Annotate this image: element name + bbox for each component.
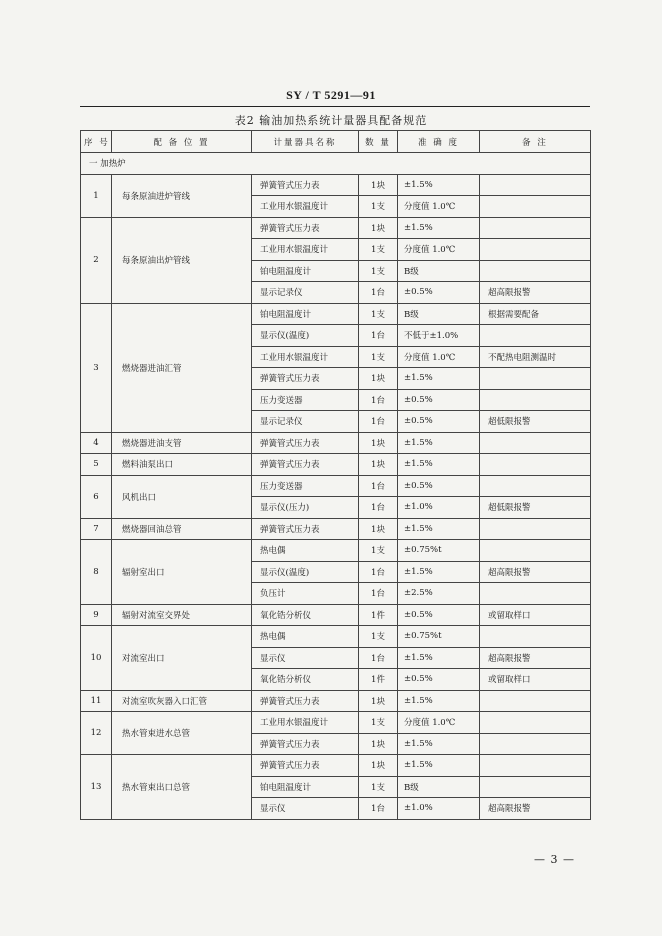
- row-instrument: 弹簧管式压力表: [252, 432, 359, 454]
- row-quantity: 1块: [359, 518, 398, 540]
- row-seq: 5: [81, 454, 112, 476]
- table-row: [81, 518, 591, 540]
- row-quantity: 1支: [359, 239, 398, 261]
- row-instrument: 显示仪: [252, 798, 359, 820]
- row-quantity: 1件: [359, 669, 398, 691]
- row-seq: 13: [81, 755, 112, 820]
- row-accuracy: 分度值 1.0℃: [398, 712, 480, 734]
- row-accuracy: B级: [398, 303, 480, 325]
- row-seq: 2: [81, 217, 112, 303]
- row-remark: 或留取样口: [480, 604, 591, 626]
- row-quantity: 1台: [359, 798, 398, 820]
- row-accuracy: ±0.5%: [398, 669, 480, 691]
- row-accuracy: ±2.5%: [398, 583, 480, 605]
- row-accuracy: ±1.5%: [398, 454, 480, 476]
- col-header-instrument: 计量器具名称: [252, 131, 359, 153]
- row-instrument: 弹簧管式压力表: [252, 690, 359, 712]
- table-row: [81, 454, 591, 476]
- row-instrument: 热电偶: [252, 540, 359, 562]
- row-accuracy: ±0.5%: [398, 282, 480, 304]
- section-row: [81, 153, 591, 175]
- row-remark: [480, 196, 591, 218]
- row-location: 燃烧器进油支管: [112, 432, 252, 454]
- table-header-row: [81, 131, 591, 153]
- row-quantity: 1台: [359, 497, 398, 519]
- row-remark: 超高限报警: [480, 561, 591, 583]
- row-remark: 或留取样口: [480, 669, 591, 691]
- row-quantity: 1块: [359, 432, 398, 454]
- row-quantity: 1件: [359, 604, 398, 626]
- row-remark: 超高限报警: [480, 798, 591, 820]
- row-quantity: 1块: [359, 733, 398, 755]
- row-remark: 超低限报警: [480, 497, 591, 519]
- row-accuracy: ±1.5%: [398, 518, 480, 540]
- row-remark: [480, 389, 591, 411]
- row-seq: 12: [81, 712, 112, 755]
- row-seq: 11: [81, 690, 112, 712]
- row-remark: [480, 368, 591, 390]
- row-location: 每条原油进炉管线: [112, 174, 252, 217]
- row-seq: 9: [81, 604, 112, 626]
- row-remark: [480, 755, 591, 777]
- row-quantity: 1台: [359, 325, 398, 347]
- col-header-accuracy: 准 确 度: [398, 131, 480, 153]
- row-quantity: 1台: [359, 475, 398, 497]
- row-seq: 7: [81, 518, 112, 540]
- row-accuracy: ±1.5%: [398, 647, 480, 669]
- row-accuracy: B级: [398, 260, 480, 282]
- col-header-seq: 序 号: [81, 131, 112, 153]
- row-accuracy: 分度值 1.0℃: [398, 239, 480, 261]
- row-instrument: 弹簧管式压力表: [252, 733, 359, 755]
- table-row: [81, 174, 591, 196]
- row-remark: 根据需要配备: [480, 303, 591, 325]
- row-location: 每条原油出炉管线: [112, 217, 252, 303]
- row-seq: 4: [81, 432, 112, 454]
- page-number: — 3 —: [534, 853, 575, 866]
- table-row: [81, 626, 591, 648]
- row-remark: [480, 475, 591, 497]
- row-accuracy: ±1.5%: [398, 174, 480, 196]
- col-header-location: 配 备 位 置: [112, 131, 252, 153]
- row-quantity: 1支: [359, 303, 398, 325]
- row-accuracy: ±0.5%: [398, 389, 480, 411]
- row-quantity: 1台: [359, 647, 398, 669]
- table-row: [81, 712, 591, 734]
- table-row: [81, 475, 591, 497]
- row-seq: 6: [81, 475, 112, 518]
- row-instrument: 弹簧管式压力表: [252, 217, 359, 239]
- row-location: 燃烧器进油汇管: [112, 303, 252, 432]
- row-remark: [480, 690, 591, 712]
- row-location: 对流室出口: [112, 626, 252, 691]
- row-instrument: 铂电阻温度计: [252, 303, 359, 325]
- row-quantity: 1块: [359, 454, 398, 476]
- row-instrument: 氧化锆分析仪: [252, 604, 359, 626]
- row-location: 辐射对流室交界处: [112, 604, 252, 626]
- row-instrument: 弹簧管式压力表: [252, 454, 359, 476]
- row-quantity: 1台: [359, 282, 398, 304]
- row-accuracy: ±1.0%: [398, 798, 480, 820]
- row-remark: [480, 583, 591, 605]
- row-instrument: 显示仪: [252, 647, 359, 669]
- row-remark: [480, 733, 591, 755]
- row-accuracy: ±1.5%: [398, 755, 480, 777]
- row-accuracy: 不低于±1.0%: [398, 325, 480, 347]
- row-instrument: 弹簧管式压力表: [252, 174, 359, 196]
- row-seq: 8: [81, 540, 112, 605]
- row-instrument: 显示仪(温度): [252, 561, 359, 583]
- col-header-remark: 备 注: [480, 131, 591, 153]
- row-remark: [480, 174, 591, 196]
- row-remark: [480, 454, 591, 476]
- row-quantity: 1块: [359, 690, 398, 712]
- table-row: [81, 755, 591, 777]
- table-row: [81, 303, 591, 325]
- row-quantity: 1块: [359, 174, 398, 196]
- row-accuracy: ±1.5%: [398, 690, 480, 712]
- row-instrument: 弹簧管式压力表: [252, 368, 359, 390]
- row-accuracy: ±0.75%t: [398, 626, 480, 648]
- row-instrument: 铂电阻温度计: [252, 776, 359, 798]
- row-accuracy: B级: [398, 776, 480, 798]
- row-remark: 超高限报警: [480, 647, 591, 669]
- row-instrument: 负压计: [252, 583, 359, 605]
- table-body: [81, 153, 591, 820]
- table-title: 表2 输油加热系统计量器具配备规范: [234, 114, 428, 127]
- row-instrument: 显示记录仪: [252, 411, 359, 433]
- table-row: [81, 540, 591, 562]
- table-row: [81, 604, 591, 626]
- row-accuracy: ±1.5%: [398, 368, 480, 390]
- row-remark: 超高限报警: [480, 282, 591, 304]
- col-header-quantity: 数 量: [359, 131, 398, 153]
- row-instrument: 压力变送器: [252, 475, 359, 497]
- row-quantity: 1支: [359, 260, 398, 282]
- row-instrument: 工业用水银温度计: [252, 346, 359, 368]
- row-remark: [480, 260, 591, 282]
- row-quantity: 1支: [359, 626, 398, 648]
- row-accuracy: ±0.75%t: [398, 540, 480, 562]
- row-remark: [480, 540, 591, 562]
- row-quantity: 1块: [359, 755, 398, 777]
- row-instrument: 显示记录仪: [252, 282, 359, 304]
- row-accuracy: ±1.5%: [398, 432, 480, 454]
- table-row: [81, 690, 591, 712]
- row-instrument: 显示仪(压力): [252, 497, 359, 519]
- row-remark: [480, 518, 591, 540]
- row-location: 燃烧器回油总管: [112, 518, 252, 540]
- row-quantity: 1台: [359, 583, 398, 605]
- row-remark: [480, 712, 591, 734]
- row-remark: 超低限报警: [480, 411, 591, 433]
- row-quantity: 1支: [359, 540, 398, 562]
- row-accuracy: ±0.5%: [398, 411, 480, 433]
- row-instrument: 显示仪(温度): [252, 325, 359, 347]
- row-location: 风机出口: [112, 475, 252, 518]
- row-accuracy: ±0.5%: [398, 475, 480, 497]
- row-quantity: 1块: [359, 217, 398, 239]
- row-quantity: 1台: [359, 561, 398, 583]
- instrument-table: [80, 130, 591, 820]
- row-location: 热水管束进水总管: [112, 712, 252, 755]
- row-quantity: 1支: [359, 196, 398, 218]
- row-quantity: 1支: [359, 346, 398, 368]
- section-label: 一 加热炉: [81, 153, 591, 175]
- row-instrument: 铂电阻温度计: [252, 260, 359, 282]
- row-remark: 不配热电阻测温时: [480, 346, 591, 368]
- row-remark: [480, 239, 591, 261]
- row-remark: [480, 325, 591, 347]
- row-quantity: 1支: [359, 776, 398, 798]
- row-accuracy: 分度值 1.0℃: [398, 346, 480, 368]
- row-quantity: 1块: [359, 368, 398, 390]
- row-seq: 1: [81, 174, 112, 217]
- row-accuracy: ±0.5%: [398, 604, 480, 626]
- row-accuracy: 分度值 1.0℃: [398, 196, 480, 218]
- row-accuracy: ±1.5%: [398, 217, 480, 239]
- row-remark: [480, 217, 591, 239]
- row-quantity: 1台: [359, 411, 398, 433]
- row-instrument: 工业用水银温度计: [252, 239, 359, 261]
- row-location: 热水管束出口总管: [112, 755, 252, 820]
- row-instrument: 氧化锆分析仪: [252, 669, 359, 691]
- row-accuracy: ±1.5%: [398, 733, 480, 755]
- row-remark: [480, 626, 591, 648]
- table-row: [81, 432, 591, 454]
- row-instrument: 弹簧管式压力表: [252, 755, 359, 777]
- row-instrument: 弹簧管式压力表: [252, 518, 359, 540]
- table-row: [81, 217, 591, 239]
- row-location: 燃料油泵出口: [112, 454, 252, 476]
- row-instrument: 工业用水银温度计: [252, 196, 359, 218]
- row-accuracy: ±1.5%: [398, 561, 480, 583]
- row-remark: [480, 776, 591, 798]
- row-instrument: 工业用水银温度计: [252, 712, 359, 734]
- standard-number: SY / T 5291—91: [286, 88, 376, 102]
- row-instrument: 压力变送器: [252, 389, 359, 411]
- row-location: 对流室吹灰器入口汇管: [112, 690, 252, 712]
- header-rule: [80, 106, 590, 107]
- row-accuracy: ±1.0%: [398, 497, 480, 519]
- row-instrument: 热电偶: [252, 626, 359, 648]
- row-seq: 3: [81, 303, 112, 432]
- row-quantity: 1台: [359, 389, 398, 411]
- row-location: 辐射室出口: [112, 540, 252, 605]
- row-seq: 10: [81, 626, 112, 691]
- row-remark: [480, 432, 591, 454]
- row-quantity: 1支: [359, 712, 398, 734]
